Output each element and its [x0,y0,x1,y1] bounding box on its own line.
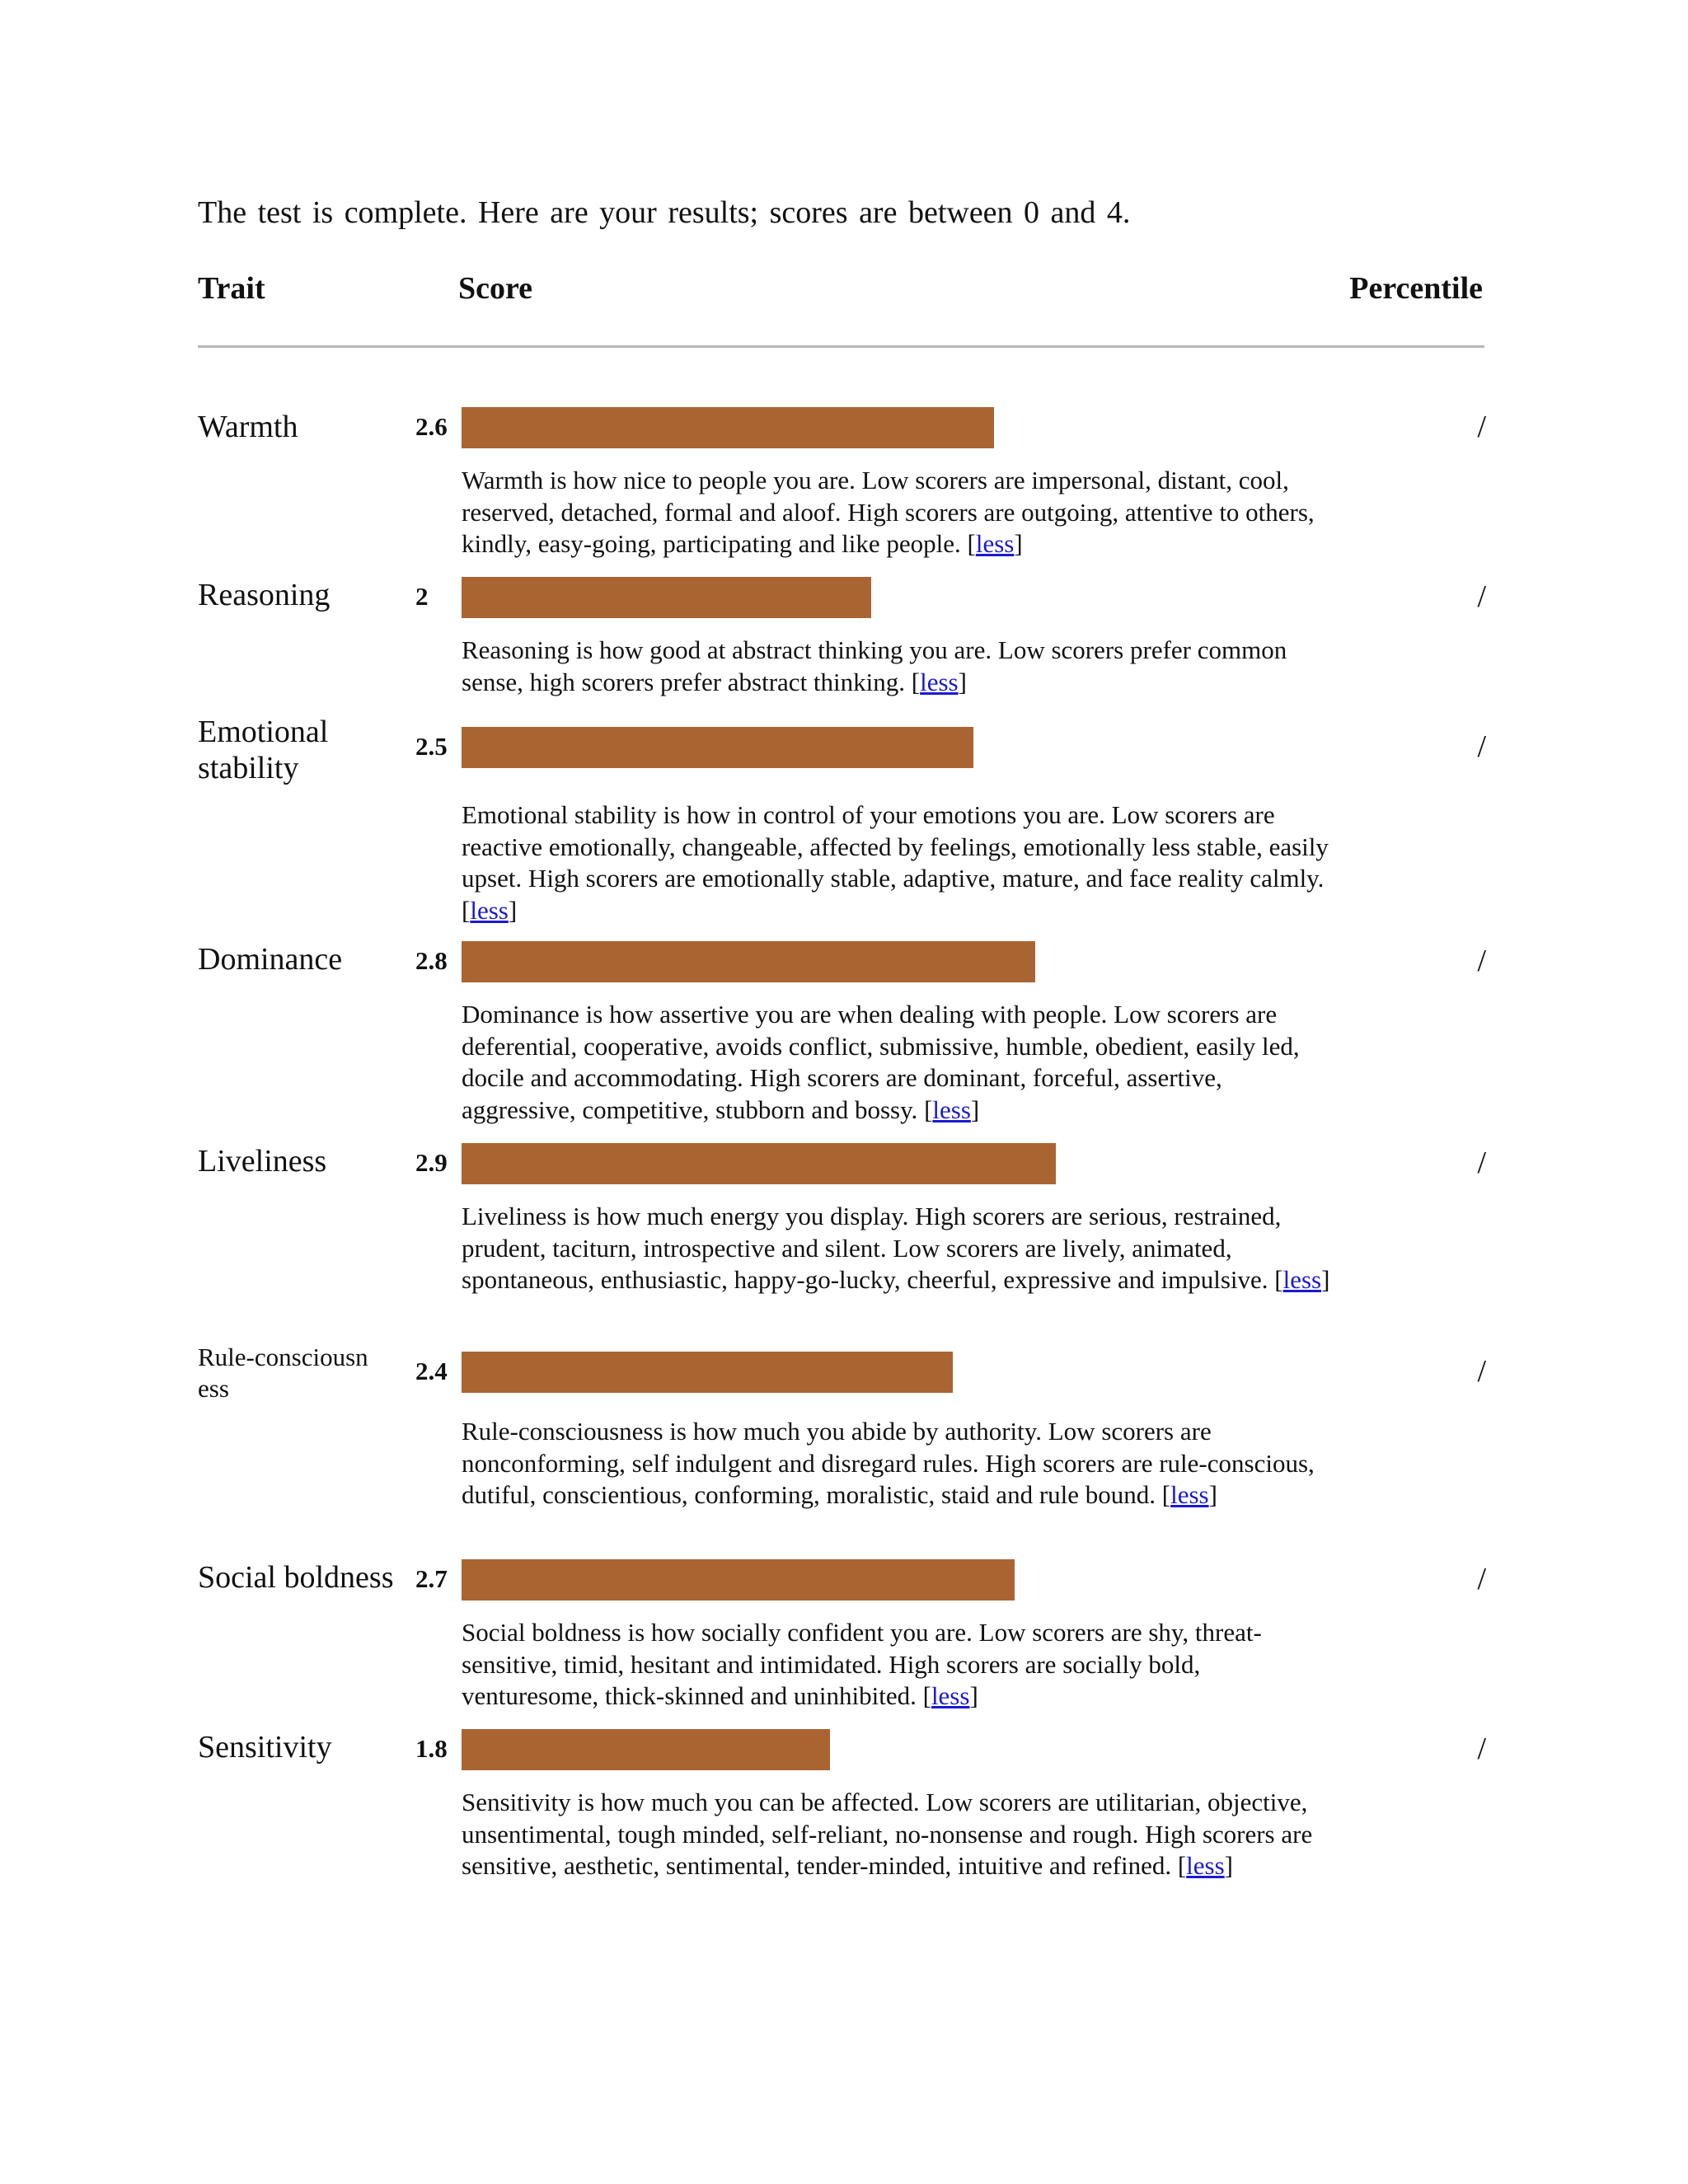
trait-score: 2.6 [415,412,448,441]
header-divider [198,345,1484,348]
trait-score: 1.8 [415,1734,448,1763]
trait-percentile: / [1477,1146,1486,1180]
trait-description: Dominance is how assertive you are when dealing with people. Low scorers are deferential, cooperative, avoids conflict, submissive, humble, obedient, easily led, docile and accommodating. High scorers are dominant, forceful, assertive, aggressive, competitive, stubborn and bossy. [less] [462,1000,1300,1124]
trait-percentile: / [1477,579,1486,614]
trait-description: Rule-consciousness is how much you abide by authority. Low scorers are nonconforming, self indulgent and disregard rules. High scorers are rule-conscious, dutiful, conscientious, conforming, moralistic, staid and rule bound. [less] [462,1417,1315,1509]
trait-percentile: / [1477,410,1486,444]
score-bar [462,1559,1015,1601]
trait-name: Warmth [198,410,298,444]
description-text: Social boldness is how socially confident you are. Low scorers are shy, threat-sensitive, timid, hesitant and intimidated. High scorers are socially bold, venturesome, thick-skinned and uninhibited. [462,1618,1262,1710]
less-link[interactable]: less [920,667,959,696]
score-bar [462,727,973,768]
score-bar [462,577,871,618]
score-bar [462,1729,830,1770]
trait-score: 2.8 [415,946,448,975]
score-bar [462,407,994,448]
header-score: Score [458,271,533,306]
less-link[interactable]: less [470,895,509,925]
score-bar [462,941,1035,982]
less-link[interactable]: less [1170,1480,1209,1509]
trait-score: 2.7 [415,1564,448,1593]
trait-name: Liveliness [198,1144,327,1179]
trait-percentile: / [1477,729,1486,764]
trait-description: Warmth is how nice to people you are. Low scorers are impersonal, distant, cool, reserved, detached, formal and aloof. High scorers are outgoing, attentive to others, kindly, easy-going, participating and like people. [less] [462,466,1315,558]
trait-score: 2.9 [415,1148,448,1177]
header-trait: Trait [198,271,265,306]
trait-description: Social boldness is how socially confident you are. Low scorers are shy, threat-sensitive, timid, hesitant and intimidated. High scorers are socially bold, venturesome, thick-skinned and uninhibited. [less] [462,1618,1262,1710]
trait-name: Emotional stability [198,715,329,785]
description-text: Sensitivity is how much you can be affected. Low scorers are utilitarian, objective, unsentimental, tough minded, self-reliant, no-nonsense and rough. High scorers are sensitive, aesthetic, sentimental, tender-minded, intuitive and refined. [462,1788,1313,1880]
score-bar [462,1143,1056,1184]
description-text: Emotional stability is how in control of your emotions you are. Low scorers are reactive emotionally, changeable, affected by feelings, emotionally less stable, easily upset. High scorers are emotionally stable, adaptive, mature, and face reality calmly. [462,800,1329,893]
trait-percentile: / [1477,944,1486,978]
trait-description: Emotional stability is how in control of your emotions you are. Low scorers are reactive emotionally, changeable, affected by feelings, emotionally less stable, easily upset. High scorers are emotionally stable, adaptive, mature, and face reality calmly. [less] [462,800,1329,925]
score-bar [462,1352,953,1393]
trait-score: 2 [415,582,429,611]
description-text: Reasoning is how good at abstract thinking you are. Low scorers prefer common sense, high scorers prefer abstract thinking. [462,635,1287,696]
trait-description: Sensitivity is how much you can be affected. Low scorers are utilitarian, objective, unsentimental, tough minded, self-reliant, no-nonsense and rough. High scorers are sensitive, aesthetic, sentimental, tender-minded, intuitive and refined. [less] [462,1788,1313,1880]
description-text: Liveliness is how much energy you display. High scorers are serious, restrained, prudent, taciturn, introspective and silent. Low scorers are lively, animated, spontaneous, enthusiastic, happy-go-lucky, cheerful, expressive and impulsive. [462,1202,1282,1294]
less-link[interactable]: less [931,1681,970,1710]
less-link[interactable]: less [1186,1851,1225,1880]
trait-percentile: / [1477,1354,1486,1389]
less-link[interactable]: less [1282,1265,1322,1294]
trait-percentile: / [1477,1732,1486,1766]
trait-name: Reasoning [198,578,331,612]
trait-score: 2.4 [415,1357,448,1385]
trait-score: 2.5 [415,732,448,761]
less-link[interactable]: less [975,529,1015,558]
header-percentile: Percentile [1349,271,1483,306]
trait-name: Sensitivity [198,1730,332,1765]
less-link[interactable]: less [932,1094,971,1124]
trait-description: Reasoning is how good at abstract thinking you are. Low scorers prefer common sense, high scorers prefer abstract thinking. [less] [462,635,1287,696]
trait-description: Liveliness is how much energy you display. High scorers are serious, restrained, prudent, taciturn, introspective and silent. Low scorers are lively, animated, spontaneous, enthusiastic, happy-go-lucky, cheerful, expressive and impulsive. [less] [462,1202,1330,1294]
intro-text: The test is complete. Here are your results; scores are between 0 and 4. [198,195,1131,230]
description-text: Rule-consciousness is how much you abide by authority. Low scorers are nonconforming, self indulgent and disregard rules. High scorers are rule-conscious, dutiful, conscientious, conforming, moralistic, staid and rule bound. [462,1417,1315,1509]
description-text: Warmth is how nice to people you are. Low scorers are impersonal, distant, cool, reserved, detached, formal and aloof. High scorers are outgoing, attentive to others, kindly, easy-going, participating and like people. [462,466,1315,558]
trait-name: Social boldness [198,1560,394,1595]
trait-name: Dominance [198,942,343,977]
trait-percentile: / [1477,1562,1486,1596]
description-text: Dominance is how assertive you are when dealing with people. Low scorers are deferential, cooperative, avoids conflict, submissive, humble, obedient, easily led, docile and accommodating. High scorers are dominant, forceful, assertive, aggressive, competitive, stubborn and bossy. [462,1000,1300,1124]
trait-name: Rule-consciousness [198,1343,368,1403]
